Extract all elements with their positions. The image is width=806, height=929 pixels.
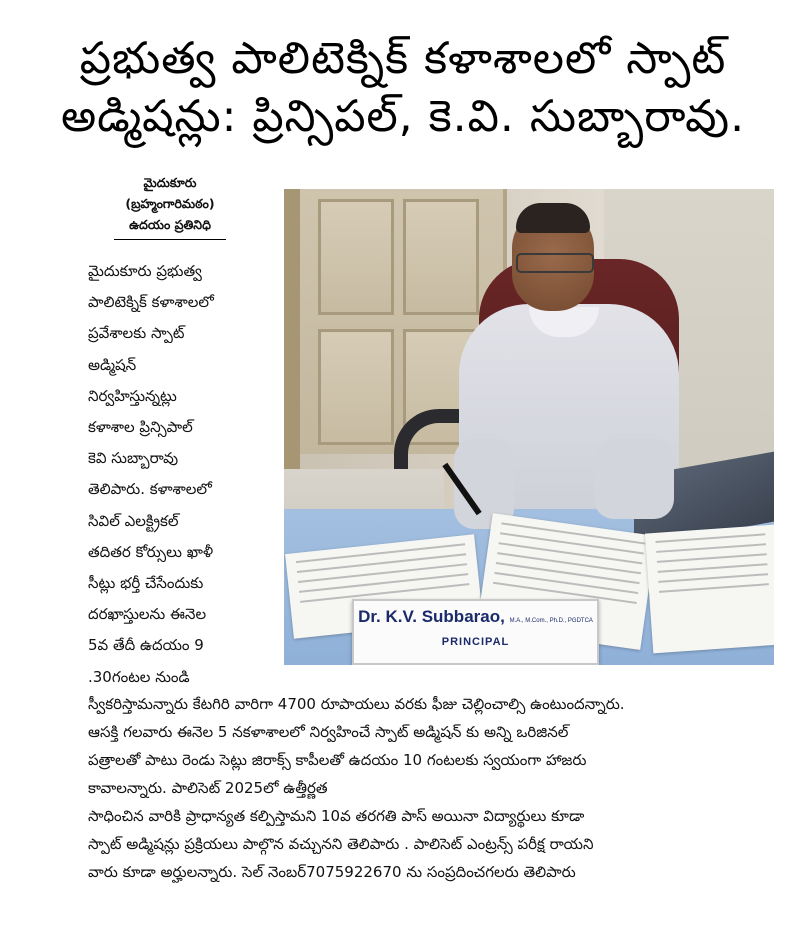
headline bbox=[0, 30, 806, 146]
article-line: వారు కూడా అర్హులన్నారు. సెల్ నెంబర్7075922670 ను సంప్రదించగలరు తెలిపారు bbox=[88, 863, 576, 881]
dateline-source: ఉదయం ప్రతినిధి bbox=[129, 217, 211, 232]
article-line: స్వీకరిస్తామన్నారు కేటగిరి వారిగా 4700 రూపాయలు వరకు ఫీజు చెల్లించాల్సి ఉంటుందన్నారు. bbox=[88, 695, 625, 713]
headline-line-2: అడ్మిషన్లు: ప్రిన్సిపల్, కె.వి. సుబ్బారావు. bbox=[60, 91, 746, 142]
photo-person-glasses bbox=[516, 253, 594, 273]
article-column-text bbox=[88, 256, 278, 693]
article-line: పత్రాలతో పాటు రెండు సెట్లు జిరాక్స్ కాపీలతో ఉదయం 10 గంటలకు స్వయంగా హాజరు bbox=[88, 751, 587, 769]
dateline-rule bbox=[114, 239, 226, 240]
article-line: సాధించిన వారికి ప్రాధాన్యత కల్పిస్తామని 10వ తరగతి పాస్ అయినా విద్యార్థులు కూడా bbox=[88, 807, 585, 825]
photo-person-hair bbox=[516, 203, 590, 233]
nameplate-name: Dr. K.V. Subbarao, bbox=[358, 607, 505, 626]
article-line: కళాశాల ప్రిన్సిపాల్ bbox=[88, 418, 193, 437]
article-line: .30గంటల నుండి bbox=[88, 667, 190, 686]
dateline bbox=[100, 172, 240, 240]
article-line: తదితర కోర్సులు ఖాళీ bbox=[88, 542, 214, 561]
dateline-area: (బ్రహ్మంగారిమఠం) bbox=[125, 196, 215, 211]
article-line: తెలిపారు. కళాశాలలో bbox=[88, 480, 212, 499]
nameplate bbox=[352, 599, 599, 665]
article-line: కావాలన్నారు. పాలిసెట్ 2025లో ఉత్తీర్ణత bbox=[88, 779, 328, 797]
article-line: కెవి సుబ్బారావు bbox=[88, 449, 179, 468]
photo-person-arm-right bbox=[594, 439, 674, 519]
nameplate-title: PRINCIPAL bbox=[441, 636, 510, 648]
headline-line-1: ప్రభుత్వ పాలిటెక్నిక్ కళాశాలలో స్పాట్ bbox=[79, 33, 727, 84]
principal-photo bbox=[284, 189, 774, 665]
article-line: సీట్లు భర్తీ చేసేందుకు bbox=[88, 574, 204, 593]
article-line: 5వ తేదీ ఉదయం 9 bbox=[88, 636, 204, 655]
article-line: అడ్మిషన్ bbox=[88, 355, 137, 374]
photo-paper bbox=[645, 525, 774, 654]
dateline-place: మైదుకూరు bbox=[143, 175, 197, 190]
article-line: నిర్వహిస్తున్నట్లు bbox=[88, 386, 177, 405]
article-line: సివిల్ ఎలక్ట్రికల్ bbox=[88, 511, 179, 530]
article-line: స్పాట్ అడ్మిషన్లు ప్రక్రియలు పాల్గొన వచ్చునని తెలిపారు . పాలిసెట్ ఎంట్రన్స్ పరీక్ష రాయని bbox=[88, 835, 594, 853]
article-line: మైదుకూరు ప్రభుత్వ bbox=[88, 262, 202, 280]
photo-door-frame bbox=[284, 189, 300, 479]
article-line: ప్రవేశాలకు స్పాట్ bbox=[88, 324, 185, 343]
article-full-text bbox=[88, 690, 800, 886]
article-line: పాలిటెక్నిక్ కళాశాలలో bbox=[88, 293, 214, 312]
article-line: దరఖాస్తులను ఈనెల bbox=[88, 605, 207, 624]
article-line: ఆసక్తి గలవారు ఈనెల 5 నకళాశాలలో నిర్వహించే స్పాట్ అడ్మిషన్ కు అన్ని ఒరిజినల్ bbox=[88, 723, 569, 741]
nameplate-degrees: M.A., M.Com., Ph.D., PGDTCA bbox=[509, 618, 593, 624]
